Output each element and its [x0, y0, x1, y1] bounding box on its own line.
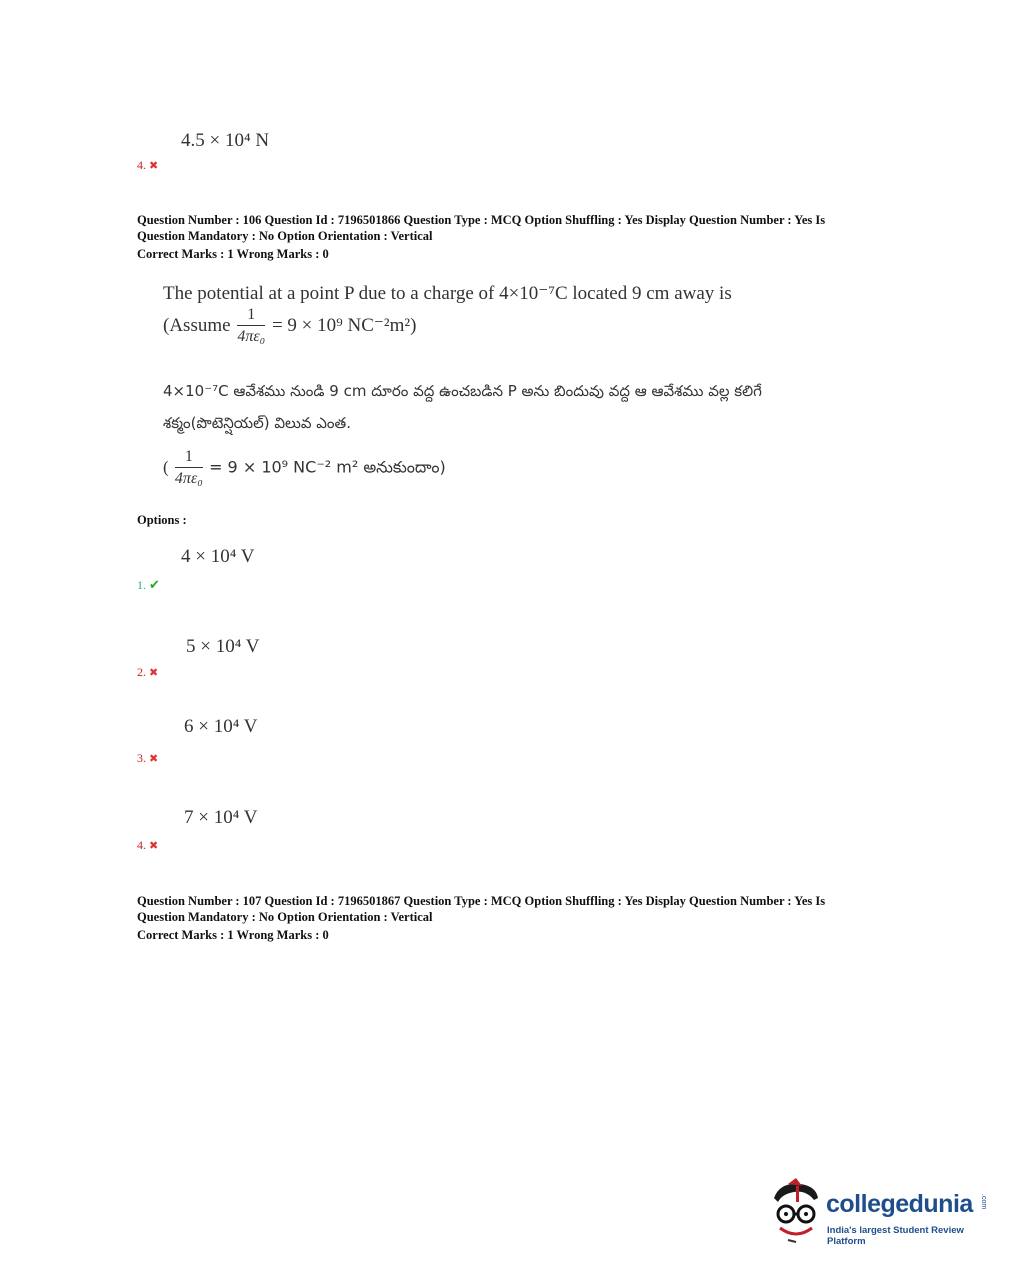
question-text-te-line-1: 4×10⁻⁷C ఆవేశము నుండి 9 cm దూరం వద్ద ఉంచబడిన P అను బిందువు వద్ద ఆ ఆవేశము వల్ల కలిగే: [163, 382, 762, 400]
question-107-meta: [137, 893, 825, 943]
assume-suffix: = 9 × 10⁹ NC⁻² m² అనుకుందాం): [209, 457, 446, 477]
collegedunia-logo: [766, 1178, 996, 1248]
fraction-denominator: 4πε₀: [174, 470, 203, 487]
option-1-value: 4 × 10⁴ V: [181, 546, 255, 567]
wrong-mark-icon: ✖: [149, 160, 159, 172]
prev-option-4-number: [137, 158, 158, 173]
option-number: 4.: [137, 158, 146, 172]
option-2-number: [137, 665, 158, 680]
question-assume-te: [163, 447, 446, 490]
assume-suffix: = 9 × 10⁹ NC⁻²m²): [271, 314, 417, 336]
prev-option-4-value: 4.5 × 10⁴ N: [181, 130, 270, 151]
fraction-numerator: 1: [175, 447, 203, 468]
fraction-denominator: 4πε₀: [237, 328, 266, 345]
mascot-icon: [766, 1178, 826, 1244]
option-3-number: [137, 751, 158, 766]
meta-line-1: Question Number : 107 Question Id : 7196501867 Question Type : MCQ Option Shuffling : Yes Display Question Number : Yes Is: [137, 894, 826, 908]
option-number: 3.: [137, 751, 146, 765]
logo-wordmark: collegedunia: [826, 1190, 973, 1218]
option-number: 1.: [137, 578, 146, 592]
assume-prefix: (Assume: [163, 314, 231, 336]
meta-line-2: Question Mandatory : No Option Orientation : Vertical: [137, 910, 433, 924]
correct-check-icon: ✔: [149, 577, 160, 592]
option-4-number: [137, 838, 158, 853]
assume-prefix: (: [163, 457, 169, 477]
option-number: 4.: [137, 838, 146, 852]
logo-suffix: .com: [980, 1194, 987, 1210]
option-2-value: 5 × 10⁴ V: [186, 636, 260, 657]
wrong-mark-icon: ✖: [149, 753, 159, 765]
options-label: Options :: [137, 513, 187, 527]
meta-line-3: Correct Marks : 1 Wrong Marks : 0: [137, 928, 329, 942]
logo-tagline: India's largest Student Review Platform: [827, 1225, 964, 1247]
question-text-en: The potential at a point P due to a charge of 4×10⁻⁷C located 9 cm away is: [163, 283, 732, 304]
question-assume-en: [163, 305, 416, 348]
meta-line-2: Question Mandatory : No Option Orientation : Vertical: [137, 229, 433, 243]
wrong-mark-icon: ✖: [149, 840, 159, 852]
fraction: [237, 305, 265, 348]
wrong-mark-icon: ✖: [149, 667, 159, 679]
question-106-meta: [137, 212, 825, 262]
fraction: [175, 447, 203, 490]
meta-line-1: Question Number : 106 Question Id : 7196501866 Question Type : MCQ Option Shuffling : Yes Display Question Number : Yes Is: [137, 213, 826, 227]
option-1-number: [137, 577, 160, 593]
fraction-numerator: 1: [237, 305, 265, 326]
option-number: 2.: [137, 665, 146, 679]
option-4-value: 7 × 10⁴ V: [184, 807, 258, 828]
option-3-value: 6 × 10⁴ V: [184, 716, 258, 737]
question-text-te-line-2: శక్మం(పొటెన్షియల్) విలువ ఎంత.: [163, 414, 351, 432]
meta-line-3: Correct Marks : 1 Wrong Marks : 0: [137, 247, 329, 261]
